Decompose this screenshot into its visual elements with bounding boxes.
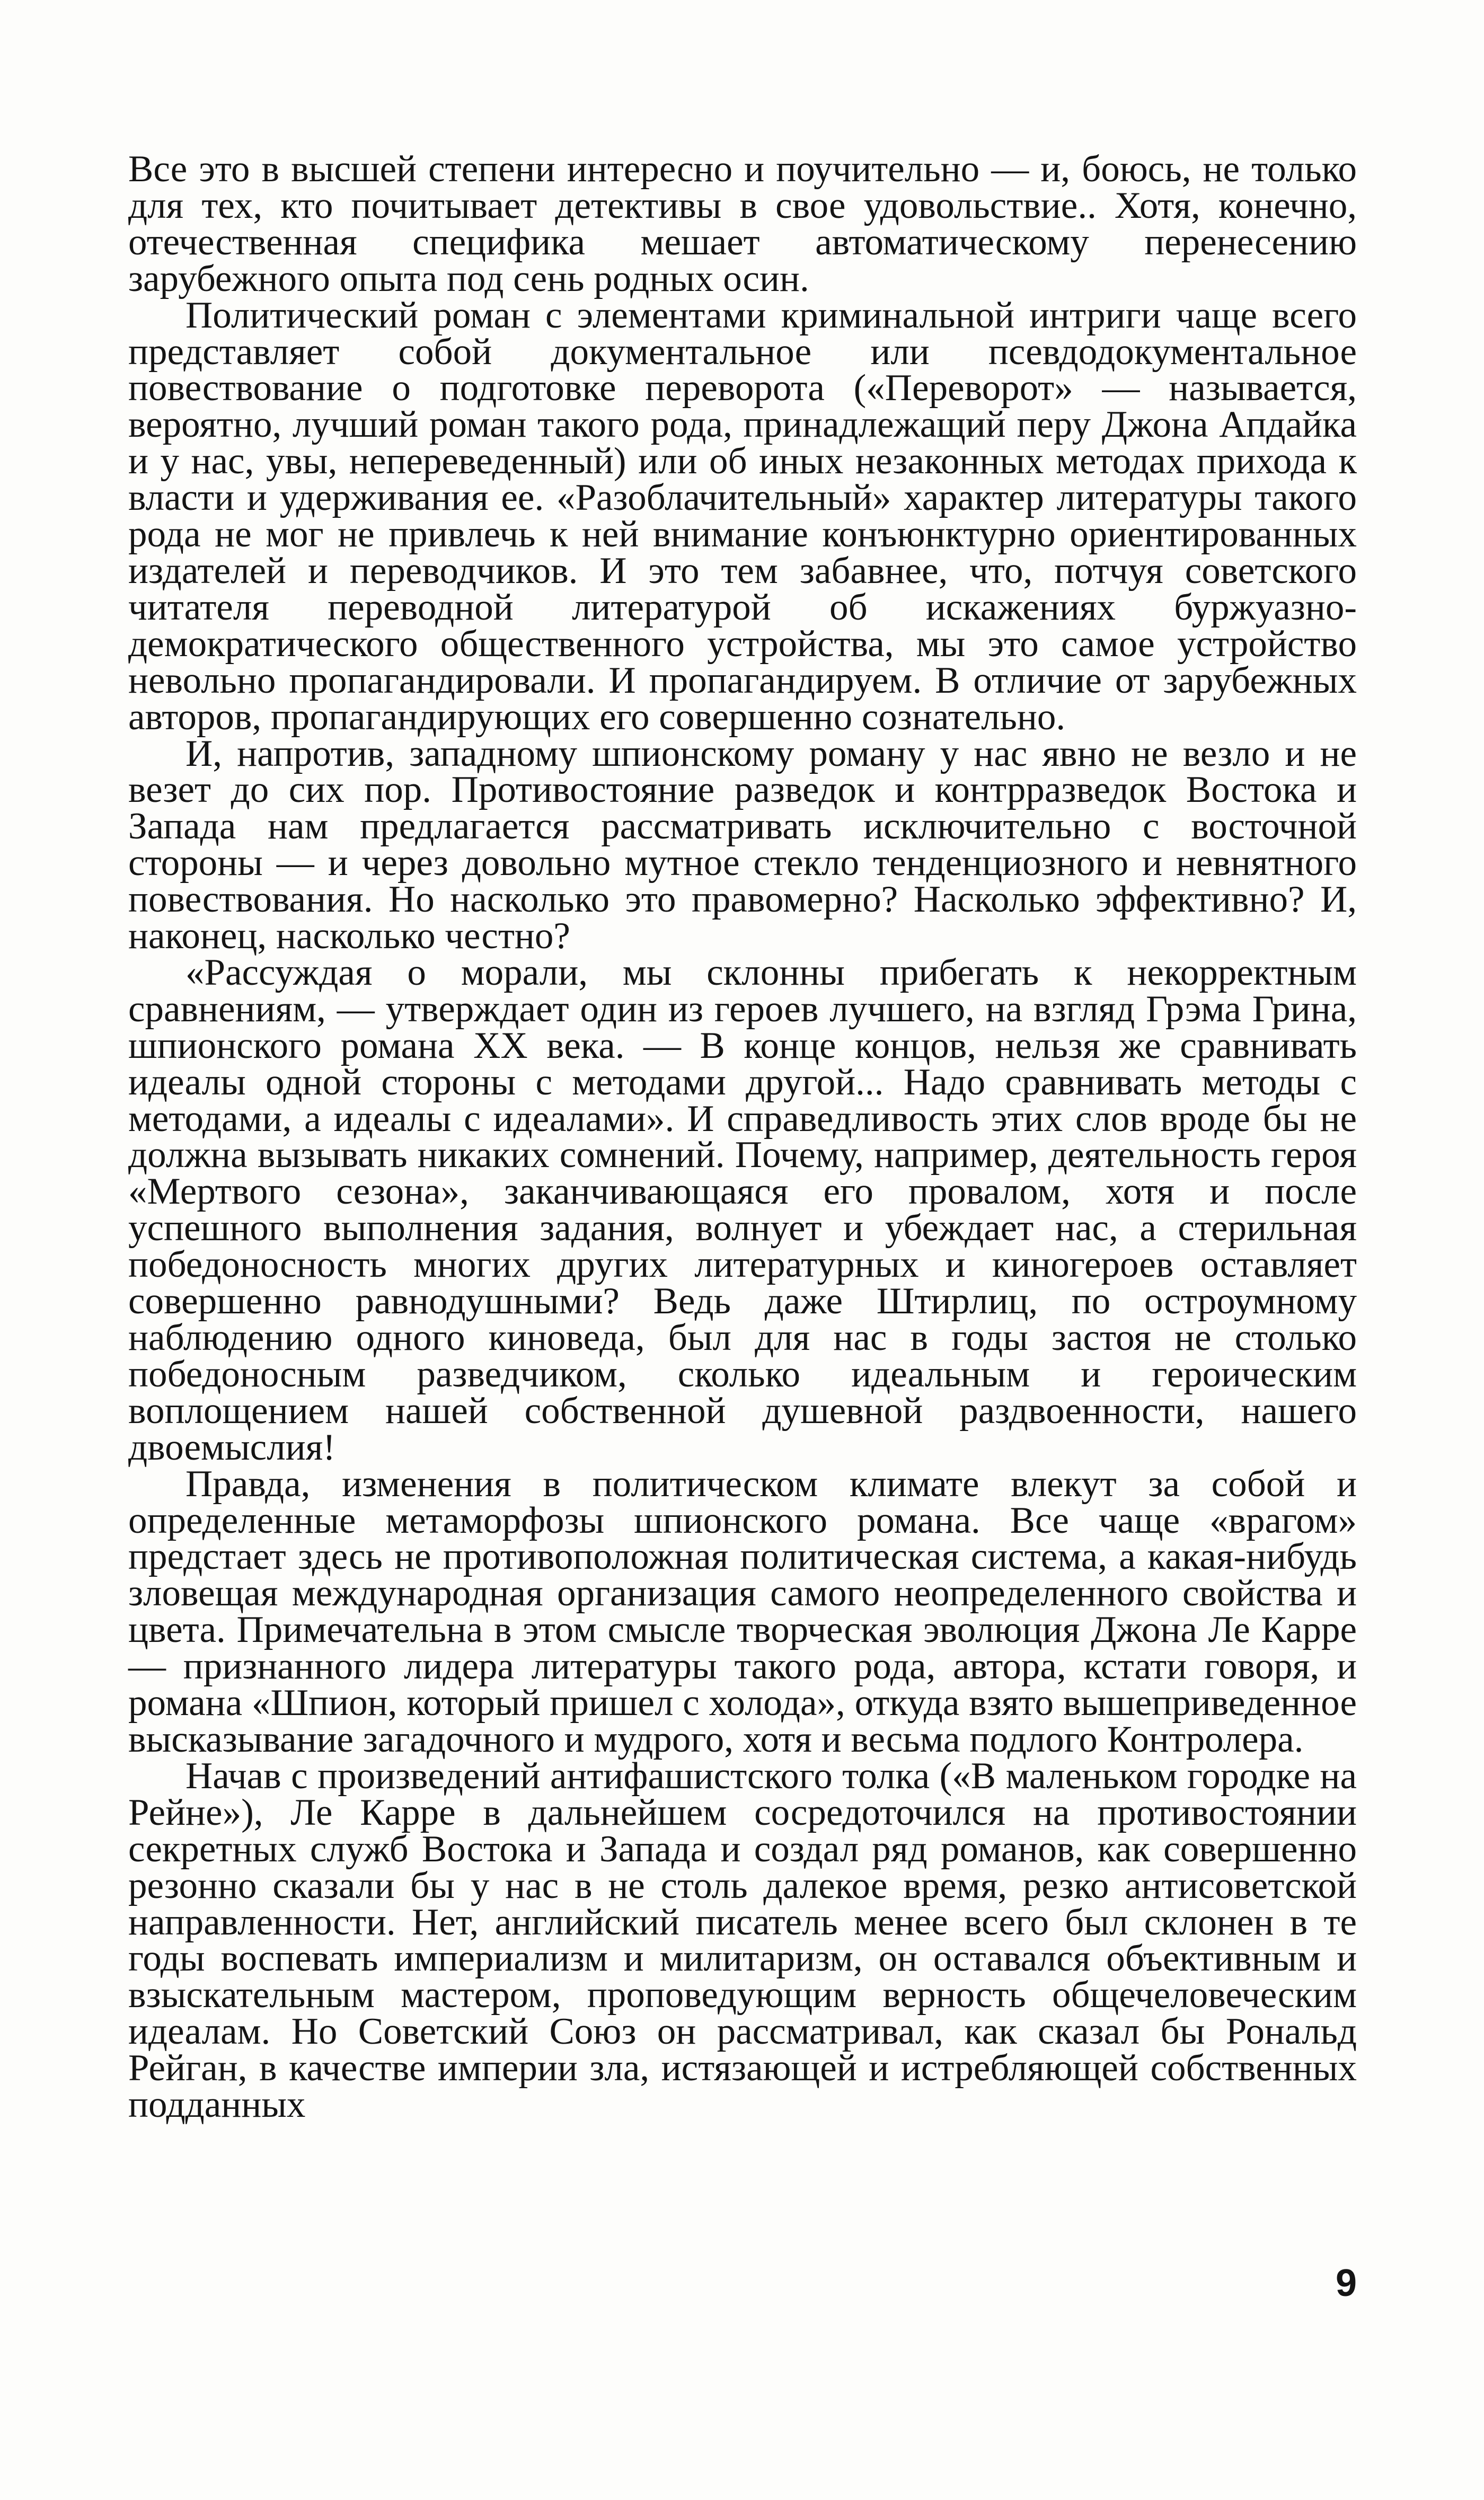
paragraph-5: Правда, изменения в политическом климате влекут за собой и определенные метаморфозы шпионского романа. Все чаще «врагом» предстает здесь не противоположная политическая система, а какая-нибудь зловещая международная организация самого неопределенного свойства и цвета. Примечательна в этом смысле творческая эволюция Джона Ле Карре — признанного лидера литературы такого рода, автора, кстати говоря, и романа «Шпион, который пришел с холода», откуда взято вышеприведенное высказывание загадочного и мудрого, хотя и весьма подлого Контролера. [128, 1463, 1357, 1760]
paragraph-6: Начав с произведений антифашистского толка («В маленьком городке на Рейне»), Ле Карре в дальнейшем сосредоточился на противостоянии секретных служб Востока и Запада и создал ряд романов, как совершенно резонно сказали бы у нас в не столь далекое время, резко антисоветской направленности. Нет, английский писатель менее всего был склонен в те годы воспевать империализм и милитаризм, он оставался объективным и взыскательным мастером, проповедующим верность общечеловеческим идеалам. Но Советский Союз он рассматривал, как сказал бы Рональд Рейган, в качестве империи зла, истязающей и истребляющей собственных подданных [128, 1755, 1357, 2126]
paragraph-4: «Рассуждая о морали, мы склонны прибегать к некорректным сравнениям, — утверждает один из героев лучшего, на взгляд Грэма Грина, шпионского романа XX века. — В конце концов, нельзя же сравнивать идеалы одной стороны с методами другой... Надо сравнивать методы с методами, а идеалы с идеалами». И справедливость этих слов вроде бы не должна вызывать никаких сомнений. Почему, например, деятельность героя «Мертвого сезона», заканчивающаяся его провалом, хотя и после успешного выполнения задания, волнует и убеждает нас, а стерильная победоносность многих других литературных и киногероев оставляет совершенно равнодушными? Ведь даже Штирлиц, по остроумному наблюдению одного киноведа, был для нас в годы застоя не столько победоносным разведчиком, сколько идеальным и героическим воплощением нашей собственной душевной раздвоенности, нашего двоемыслия! [128, 951, 1357, 1468]
paragraph-3: И, напротив, западному шпионскому роману у нас явно не везло и не везет до сих пор. Противостояние разведок и контрразведок Востока и Запада нам предлагается рассматривать исключительно с восточной стороны — и через довольно мутное стекло тенденциозного и невнятного повествования. Но насколько это правомерно? Насколько эффективно? И, наконец, насколько честно? [128, 732, 1357, 957]
paragraph-1: Все это в высшей степени интересно и поучительно — и, боюсь, не только для тех, кто почитывает детективы в свое удовольствие.. Хотя, конечно, отечественная специфика мешает автоматическому перенесению зарубежного опыта под сень родных осин. [128, 148, 1357, 299]
body-text [128, 148, 1357, 2126]
paragraph-2: Политический роман с элементами криминальной интриги чаще всего представляет собой документальное или псевдодокументальное повествование о подготовке переворота («Переворот» — называется, вероятно, лучший роман такого рода, принадлежащий перу Джона Апдайка и у нас, увы, непереведенный) или об иных незаконных методах прихода к власти и удерживания ее. «Разоблачительный» характер литературы такого рода не мог не привлечь к ней внимание конъюнктурно ориентированных издателей и переводчиков. И это тем забавнее, что, потчуя советского читателя переводной литературой об искажениях буржуазно-демократического общественного устройства, мы это самое устройство невольно пропагандировали. И пропагандируем. В отличие от зарубежных авторов, пропагандирующих его совершенно сознательно. [128, 294, 1357, 738]
page-number: 9 [1335, 2262, 1357, 2304]
